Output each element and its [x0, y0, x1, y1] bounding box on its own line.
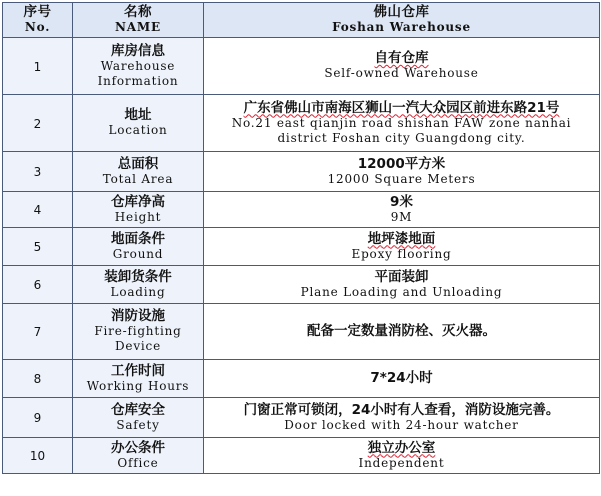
row-label-cell: [73, 360, 204, 398]
table-row: [3, 360, 600, 398]
table-row: [3, 152, 600, 192]
table-body: [3, 38, 600, 474]
row-value-line: 12000平方米: [357, 155, 446, 172]
header-row: [3, 3, 600, 38]
header-title-zh: 佛山仓库: [373, 4, 430, 20]
table-row: [3, 38, 600, 95]
row-label-zh: 仓库净高: [111, 193, 165, 210]
row-label-en: Fire-fighting: [94, 324, 182, 338]
warehouse-spec-table: [2, 2, 600, 474]
row-label-en: Information: [97, 73, 179, 88]
row-value-cell: [204, 228, 600, 266]
row-label-en: Total Area: [102, 171, 174, 186]
row-label-en: Loading: [110, 284, 166, 299]
table-row: [3, 95, 600, 152]
row-value-line: Independent: [358, 455, 445, 470]
row-number-cell: [3, 266, 73, 304]
row-value-line: 广东省佛山市南海区狮山一汽大众园区前进东路21号: [243, 99, 560, 116]
row-value-line: 门窗正常可锁闭，24小时有人查看，消防设施完善。: [243, 401, 560, 418]
table-row: [3, 398, 600, 438]
row-number-cell: [3, 95, 73, 152]
header-title: [204, 3, 600, 38]
row-value-cell: [204, 192, 600, 228]
row-value-line: Plane Loading and Unloading: [300, 284, 503, 299]
row-number-cell: [3, 398, 73, 438]
row-label-cell: [73, 228, 204, 266]
row-value-line: 自有仓库: [374, 50, 429, 66]
row-value-line: Epoxy flooring: [351, 246, 452, 261]
table-row: [3, 266, 600, 304]
row-label-cell: [73, 438, 204, 474]
header-name-zh: 名称: [124, 4, 152, 20]
row-value-line: 地坪漆地面: [367, 230, 436, 247]
row-number: 4: [33, 203, 42, 217]
row-label-en: Ground: [112, 246, 164, 261]
table-row: [3, 192, 600, 228]
row-label-en: Office: [117, 455, 159, 470]
row-label-cell: [73, 304, 204, 360]
row-value-line: 9M: [390, 209, 413, 224]
row-label-cell: [73, 192, 204, 228]
row-number-cell: [3, 228, 73, 266]
row-label-en: Height: [114, 209, 162, 224]
row-number: 10: [29, 449, 46, 463]
row-label-zh: 地址: [124, 107, 152, 123]
row-number: 9: [33, 411, 42, 425]
row-label-cell: [73, 38, 204, 95]
row-label-zh: 工作时间: [111, 362, 165, 379]
row-number-cell: [3, 192, 73, 228]
header-no-en: No.: [24, 20, 51, 34]
row-label-en: Warehouse: [100, 58, 176, 73]
row-value-line: district Foshan city Guangdong city.: [277, 130, 526, 145]
row-label-cell: [73, 266, 204, 304]
row-label-zh: 库房信息: [111, 42, 165, 59]
row-value-cell: [204, 398, 600, 438]
row-number-cell: [3, 438, 73, 474]
header-no: [3, 3, 73, 38]
row-value-cell: [204, 438, 600, 474]
row-number-cell: [3, 152, 73, 192]
row-value-line: 独立办公室: [367, 439, 436, 456]
row-value-cell: [204, 266, 600, 304]
row-label-cell: [73, 95, 204, 152]
row-value-cell: [204, 38, 600, 95]
row-value-cell: [204, 95, 600, 152]
row-label-zh: 地面条件: [111, 230, 165, 247]
row-label-zh: 装卸货条件: [104, 268, 172, 285]
row-value-cell: [204, 152, 600, 192]
row-number: 3: [33, 165, 42, 179]
row-value-cell: [204, 304, 600, 360]
row-label-en: Location: [108, 123, 168, 137]
table-row: [3, 304, 600, 360]
row-value-line: Door locked with 24-hour watcher: [284, 417, 519, 432]
row-number-cell: [3, 360, 73, 398]
row-label-zh: 消防设施: [111, 308, 165, 324]
row-label-en: Device: [115, 339, 161, 353]
row-value-line: Self-owned Warehouse: [324, 66, 479, 80]
row-number: 1: [33, 59, 42, 74]
row-label-zh: 仓库安全: [111, 401, 165, 418]
row-value-line: 7*24小时: [370, 370, 433, 386]
row-number: 8: [33, 372, 42, 386]
row-label-en: Working Hours: [86, 378, 190, 393]
row-value-line: 9米: [390, 193, 413, 210]
header-title-en: Foshan Warehouse: [332, 20, 471, 34]
row-value-line: 配备一定数量消防栓、灭火器。: [307, 323, 496, 339]
row-number: 7: [33, 325, 42, 339]
row-number-cell: [3, 38, 73, 95]
row-number: 5: [33, 240, 42, 254]
row-label-cell: [73, 152, 204, 192]
header-name-en: NAME: [115, 20, 161, 34]
row-value-line: No.21 east qianjin road shishan FAW zone nanhai: [231, 115, 572, 130]
row-label-en: Safety: [116, 417, 160, 432]
header-name: [73, 3, 204, 38]
row-label-zh: 总面积: [117, 155, 159, 172]
row-number-cell: [3, 304, 73, 360]
row-value-line: 平面装卸: [374, 268, 429, 285]
row-label-zh: 办公条件: [111, 439, 165, 456]
row-number: 2: [33, 116, 42, 131]
row-value-cell: [204, 360, 600, 398]
header-no-zh: 序号: [23, 4, 52, 20]
table-row: [3, 438, 600, 474]
row-value-line: 12000 Square Meters: [327, 171, 476, 186]
table-row: [3, 228, 600, 266]
row-label-cell: [73, 398, 204, 438]
row-number: 6: [33, 278, 42, 292]
